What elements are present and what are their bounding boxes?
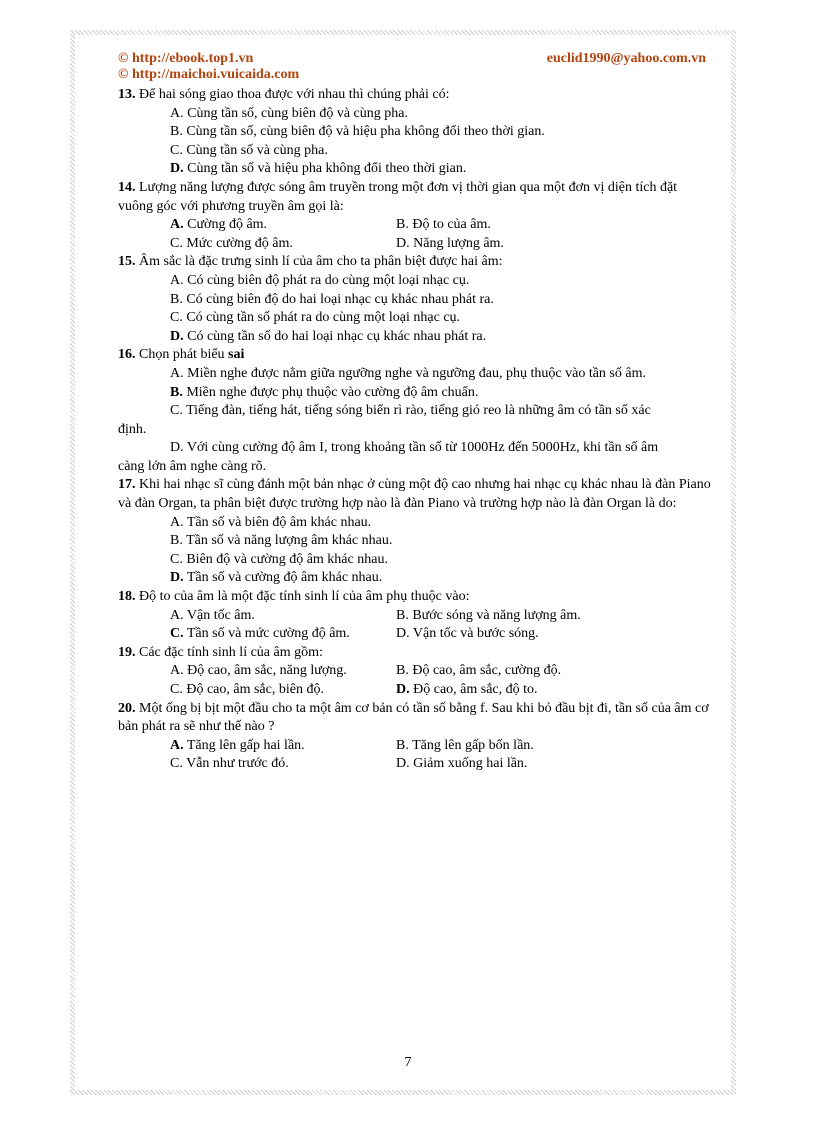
option-text: Cùng tần số và cùng pha.	[186, 142, 328, 158]
option-text: Miền nghe được phụ thuộc vào cường độ âm chuẩn.	[186, 384, 479, 400]
answer-option-content	[170, 515, 371, 530]
option-key: C.	[170, 403, 183, 419]
answer-option-content	[170, 626, 350, 641]
question-text: Lượng năng lượng được sóng âm truyền trong một đơn vị thời gian qua một đơn vị diện tích đặt vuông góc với phương truyền âm gọi là:	[118, 179, 678, 214]
answer-option-content	[170, 124, 545, 139]
option-text: Độ cao, âm sắc, năng lượng.	[187, 663, 347, 679]
answer-option-content	[170, 366, 646, 381]
answer-option	[170, 681, 396, 700]
question-text: Độ to của âm là một đặc tính sinh lí của âm phụ thuộc vào:	[139, 589, 470, 605]
answer-option-content	[170, 738, 305, 753]
question-text: Một ống bị bịt một đầu cho ta một âm cơ bản có tần số bằng f. Sau khi bỏ đầu bịt đi, tần số của âm cơ bản phát ra sẽ như thế nào ?	[118, 700, 709, 735]
question-text: Âm sắc là đặc trưng sinh lí của âm cho ta phân biệt được hai âm:	[139, 254, 503, 270]
question-stem	[118, 644, 713, 663]
question-block	[118, 700, 713, 774]
option-text: Tiếng đàn, tiếng hát, tiếng sóng biển rì rào, tiếng gió reo là những âm có tần số xác	[186, 403, 651, 419]
question-stem	[118, 86, 713, 105]
question-stem	[118, 253, 713, 272]
answer-option-content	[170, 143, 328, 158]
answer-option-row	[118, 625, 713, 644]
option-key: C.	[170, 310, 183, 326]
option-text: Cường độ âm.	[187, 217, 268, 233]
question-number: 16.	[118, 347, 136, 363]
option-key: A.	[170, 105, 184, 121]
answer-option	[396, 681, 622, 700]
answer-option	[170, 662, 396, 681]
option-text: Vận tốc âm.	[186, 607, 255, 623]
answer-option-content	[396, 626, 539, 641]
answer-option	[170, 625, 396, 644]
answer-option	[396, 216, 622, 235]
answer-option	[396, 737, 622, 756]
answer-option	[396, 662, 622, 681]
option-key: D.	[170, 161, 184, 177]
option-key: C.	[170, 626, 184, 642]
option-key: B.	[170, 533, 183, 549]
question-stem	[118, 588, 713, 607]
question-block	[118, 179, 713, 253]
option-text: Tần số và mức cường độ âm.	[186, 626, 350, 642]
answer-option-row	[118, 235, 713, 254]
option-text: Cùng tần số, cùng biên độ và cùng pha.	[187, 105, 408, 121]
option-key: B.	[396, 607, 409, 623]
answer-option	[396, 607, 622, 626]
option-key: D.	[396, 235, 410, 251]
question-stem	[118, 179, 713, 216]
answer-option-row	[118, 216, 713, 235]
option-text: Vận tốc và bước sóng.	[412, 626, 539, 642]
answer-option	[118, 569, 713, 588]
answer-option-content	[396, 663, 561, 678]
question-text: Các đặc tính sinh lí của âm gồm:	[139, 644, 323, 660]
option-text: Độ to của âm.	[412, 217, 491, 233]
answer-option	[118, 532, 713, 551]
answer-option-content	[170, 236, 293, 251]
answer-option-content	[170, 329, 486, 344]
option-key: D.	[170, 570, 184, 586]
answer-option	[396, 625, 622, 644]
answer-option-content	[170, 440, 658, 455]
question-emphasis: sai	[228, 347, 245, 363]
answer-option-row	[118, 607, 713, 626]
option-text: Có cùng tần số phát ra do cùng một loại nhạc cụ.	[186, 310, 461, 326]
answer-option	[170, 737, 396, 756]
answer-option-content	[396, 217, 491, 232]
question-number: 14.	[118, 179, 136, 195]
answer-option-content	[170, 106, 408, 121]
answer-option-content	[170, 756, 289, 771]
question-block	[118, 588, 713, 644]
answer-option	[118, 160, 713, 179]
question-stem	[118, 346, 713, 365]
header-email[interactable]: euclid1990@yahoo.com.vn	[546, 51, 706, 66]
answer-option	[396, 235, 622, 254]
answer-option-continuation: càng lớn âm nghe càng rõ.	[118, 458, 267, 474]
option-key: B.	[170, 124, 183, 140]
answer-option-content	[396, 682, 538, 697]
option-key: C.	[170, 682, 183, 697]
answer-option	[118, 309, 713, 328]
answer-option-content	[170, 682, 324, 697]
answer-option-content	[396, 608, 581, 623]
page-number: 7	[404, 1055, 412, 1070]
option-text: Bước sóng và năng lượng âm.	[412, 607, 581, 623]
question-block	[118, 644, 713, 700]
answer-option	[118, 384, 713, 403]
answer-option-content	[170, 273, 469, 288]
option-text: Mức cường độ âm.	[186, 235, 293, 251]
option-key: A.	[170, 365, 184, 381]
option-text: Giảm xuống hai lần.	[413, 756, 528, 772]
question-stem	[118, 476, 713, 513]
answer-option-content	[396, 236, 504, 251]
answer-option	[118, 514, 713, 533]
answer-option-content	[170, 663, 347, 678]
answer-option	[118, 439, 713, 458]
option-key: A.	[170, 272, 184, 288]
answer-option	[118, 105, 713, 124]
option-text: Miền nghe được nằm giữa ngưỡng nghe và ngưỡng đau, phụ thuộc vào tần số âm.	[187, 365, 646, 381]
question-block	[118, 346, 713, 476]
question-block	[118, 476, 713, 588]
option-key: B.	[396, 663, 409, 679]
option-text: Vẫn như trước đó.	[186, 756, 289, 772]
answer-option-content	[170, 552, 388, 567]
option-key: A.	[170, 737, 184, 753]
option-key: B.	[396, 217, 409, 233]
option-text: Có cùng biên độ phát ra do cùng một loại nhạc cụ.	[187, 272, 470, 288]
question-number: 18.	[118, 589, 136, 605]
answer-option-content	[170, 292, 494, 307]
option-text: Có cùng biên độ do hai loại nhạc cụ khác nhau phát ra.	[186, 291, 494, 307]
answer-option	[118, 328, 713, 347]
option-text: Độ cao, âm sắc, độ to.	[413, 682, 538, 697]
option-text: Tần số và biên độ âm khác nhau.	[186, 514, 372, 530]
answer-option	[170, 755, 396, 774]
option-key: A.	[170, 663, 184, 679]
answer-option	[170, 235, 396, 254]
option-key: C.	[170, 142, 183, 158]
answer-option-row	[118, 755, 713, 774]
answer-option	[118, 365, 713, 384]
question-block	[118, 253, 713, 346]
answer-option	[118, 123, 713, 142]
answer-option	[396, 755, 622, 774]
answer-option-content	[396, 756, 527, 771]
answer-option	[170, 216, 396, 235]
answer-option	[118, 402, 713, 421]
header-link-ebook[interactable]: © http://ebook.top1.vn	[118, 51, 254, 66]
question-stem	[118, 700, 713, 737]
option-key: B.	[170, 384, 183, 400]
option-key: D.	[170, 440, 184, 456]
option-text: Có cùng tần số do hai loại nhạc cụ khác nhau phát ra.	[187, 328, 487, 344]
answer-option-content	[170, 608, 255, 623]
question-number: 17.	[118, 477, 136, 493]
answer-option-row	[118, 662, 713, 681]
option-key: C.	[170, 551, 183, 567]
option-text: Độ cao, âm sắc, cường độ.	[412, 663, 562, 679]
answer-option	[118, 291, 713, 310]
answer-option	[170, 607, 396, 626]
option-key: D.	[396, 682, 410, 697]
answer-option-content	[170, 533, 392, 548]
option-key: D.	[396, 626, 410, 642]
question-list	[118, 86, 713, 774]
answer-option	[118, 272, 713, 291]
question-number: 15.	[118, 254, 136, 270]
answer-option-content	[170, 310, 460, 325]
option-key: D.	[396, 756, 410, 772]
option-text: Cùng tần số, cùng biên độ và hiệu pha không đổi theo thời gian.	[186, 124, 545, 140]
answer-option-content	[170, 385, 478, 400]
question-block	[118, 86, 713, 179]
option-key: A.	[170, 514, 184, 530]
answer-option	[118, 142, 713, 161]
option-text: Năng lượng âm.	[413, 235, 504, 251]
answer-option-content	[170, 403, 651, 418]
option-key: C.	[170, 756, 183, 772]
question-text: Khi hai nhạc sĩ cùng đánh một bản nhạc ở cùng một độ cao nhưng hai nhạc cụ khác nhau là đàn Piano và đàn Organ, ta phân biệt được trường hợp nào là đàn Piano và trường hợp nào là đàn Organ là do:	[118, 477, 711, 512]
option-text: Biên độ và cường độ âm khác nhau.	[186, 551, 388, 567]
option-text: Cùng tần số và hiệu pha không đổi theo thời gian.	[187, 161, 467, 177]
option-key: A.	[170, 217, 184, 233]
answer-option-content	[170, 570, 382, 585]
question-number: 13.	[118, 87, 136, 102]
option-text: Tần số và năng lượng âm khác nhau.	[186, 533, 393, 549]
question-text: Để hai sóng giao thoa được với nhau thì chúng phải có:	[139, 87, 450, 102]
option-text: Với cùng cường độ âm I, trong khoảng tần số từ 1000Hz đến 5000Hz, khi tần số âm	[186, 440, 659, 456]
header-link-maichoi[interactable]: © http://maichoi.vuicaida.com	[118, 67, 300, 82]
option-text: Tăng lên gấp hai lần.	[186, 737, 305, 753]
answer-option-continuation: định.	[118, 421, 147, 437]
answer-option	[118, 551, 713, 570]
question-number: 20.	[118, 700, 136, 716]
question-text: Chọn phát biểu	[139, 347, 229, 363]
option-text: Tăng lên gấp bốn lần.	[412, 737, 534, 753]
option-key: B.	[170, 291, 183, 307]
option-key: C.	[170, 235, 183, 251]
option-key: B.	[396, 737, 409, 753]
answer-option-content	[396, 738, 534, 753]
option-text: Tần số và cường độ âm khác nhau.	[186, 570, 383, 586]
answer-option-row	[118, 681, 713, 700]
option-text: Độ cao, âm sắc, biên độ.	[186, 682, 324, 697]
option-key: A.	[170, 607, 184, 623]
answer-option-content	[170, 217, 267, 232]
question-number: 19.	[118, 644, 136, 660]
answer-option-row	[118, 737, 713, 756]
option-key: D.	[170, 328, 184, 344]
answer-option-content	[170, 161, 466, 176]
